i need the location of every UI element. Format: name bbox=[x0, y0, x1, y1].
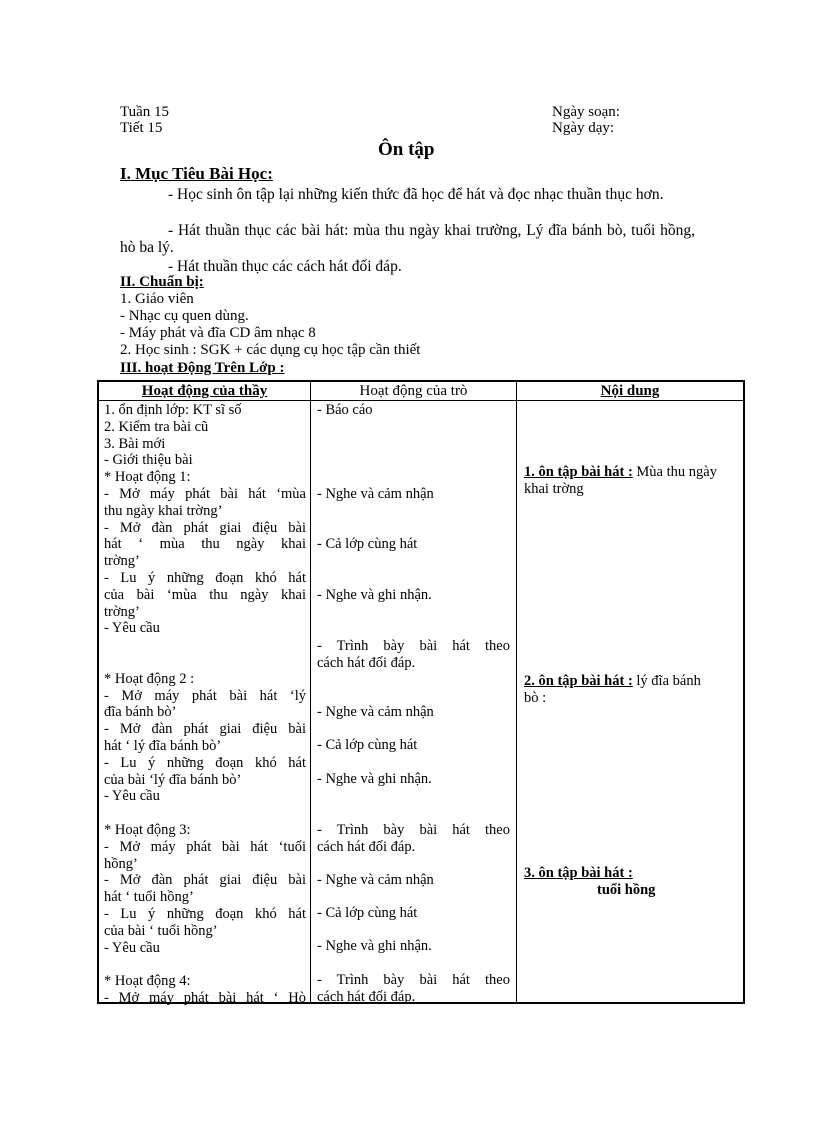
content-item-1-cont: khai trờng bbox=[524, 481, 584, 497]
teacher-activity-line: - Yêu cầu bbox=[104, 939, 160, 956]
teacher-activity-line: hồng’ bbox=[104, 855, 138, 872]
teacher-activity-line: đĩa bánh bò’ bbox=[104, 704, 177, 721]
student-activity: - Báo cáo bbox=[317, 402, 373, 418]
content-item-label: 1. ôn tập bài hát : bbox=[524, 464, 633, 480]
teacher-activity-line: - Lu ý những đoạn khó hát bbox=[104, 754, 306, 771]
student-activity: - Cả lớp cùng hát bbox=[317, 737, 418, 753]
teacher-activity-line: hát ‘ lý đĩa bánh bò’ bbox=[104, 737, 222, 754]
teacher-activity-line: - Mở máy phát bài hát ‘tuổi bbox=[104, 838, 306, 855]
teacher-activity-line: hát ‘ tuổi hồng’ bbox=[104, 889, 194, 906]
student-activity: - Nghe và ghi nhận. bbox=[317, 938, 432, 954]
teacher-activity-line: - Yêu cầu bbox=[104, 620, 160, 637]
header-student: Hoạt động của trò bbox=[359, 383, 468, 399]
teacher-activity-line: - Mở máy phát bài hát ‘lý bbox=[104, 687, 306, 704]
student-activity: - Cả lớp cùng hát bbox=[317, 905, 418, 921]
prep-line: 2. Học sinh : SGK + các dụng cụ học tập cần thiết bbox=[120, 342, 421, 358]
prep-line: - Nhạc cụ quen dùng. bbox=[120, 308, 249, 324]
objective-3: - Hát thuần thục các cách hát đối đáp. bbox=[168, 258, 402, 275]
student-activity: cách hát đối đáp. bbox=[317, 989, 416, 1005]
teacher-activity-line: của bài ‘mùa thu ngày khai bbox=[104, 586, 306, 603]
teacher-activity-line: của bài ‘ tuổi hồng’ bbox=[104, 922, 218, 939]
teacher-activity-line: - Mở đàn phát giai điệu bài bbox=[104, 519, 306, 536]
teacher-activity-line: - Giới thiệu bài bbox=[104, 452, 193, 469]
spacer bbox=[104, 637, 306, 654]
objective-2: - Hát thuần thục các bài hát: mùa thu ngày khai trường, Lý đĩa bánh bò, tuổi hồng, hò ba lý. bbox=[120, 222, 695, 256]
column-divider bbox=[516, 382, 517, 1002]
spacer bbox=[104, 654, 306, 671]
teach-date-label: Ngày dạy: bbox=[552, 120, 615, 136]
prep-date-label: Ngày soạn: bbox=[552, 104, 620, 120]
week-label: Tuần 15 bbox=[120, 104, 170, 120]
teacher-activity-line: - Mở máy phát bài hát ‘mùa bbox=[104, 485, 306, 502]
header-teacher: Hoạt động của thầy bbox=[141, 383, 268, 399]
teacher-activity-line: trờng’ bbox=[104, 603, 140, 620]
spacer bbox=[104, 805, 306, 822]
teacher-activity-line: - Mở máy phát bài hát ‘ Hò bbox=[104, 989, 306, 1006]
teacher-activity-line: - Mở đàn phát giai điệu bài bbox=[104, 872, 306, 889]
teacher-activity-line: 2. Kiểm tra bài cũ bbox=[104, 418, 209, 435]
student-activity: cách hát đối đáp. bbox=[317, 839, 416, 855]
student-activity: - Nghe và cảm nhận bbox=[317, 872, 434, 888]
teacher-activity-line: * Hoạt động 2 : bbox=[104, 670, 195, 687]
content-item-2 bbox=[524, 673, 739, 690]
content-item-text: lý đĩa bánh bbox=[632, 673, 701, 689]
student-activity: - Trình bày bài hát theo bbox=[317, 972, 510, 988]
teacher-activity-line: - Lu ý những đoạn khó hát bbox=[104, 905, 306, 922]
content-item-2-cont: bò : bbox=[524, 690, 547, 706]
content-item-3-cont: tuổi hồng bbox=[597, 882, 656, 898]
section1-heading: I. Mục Tiêu Bài Học: bbox=[120, 164, 273, 183]
teacher-activity-line: - Lu ý những đoạn khó hát bbox=[104, 569, 306, 586]
section2-heading: II. Chuẩn bị: bbox=[120, 274, 204, 290]
teacher-activity-line: * Hoạt động 3: bbox=[104, 821, 191, 838]
teacher-activity-line: 3. Bài mới bbox=[104, 435, 166, 452]
prep-line: - Máy phát và đĩa CD âm nhạc 8 bbox=[120, 325, 316, 341]
period-label: Tiết 15 bbox=[120, 120, 163, 136]
header-content: Nội dung bbox=[600, 383, 660, 399]
teacher-column bbox=[104, 402, 306, 1007]
teacher-activity-line: - Yêu cầu bbox=[104, 788, 160, 805]
student-activity: - Trình bày bài hát theo bbox=[317, 638, 510, 654]
content-item-label: 2. ôn tập bài hát : bbox=[524, 673, 633, 689]
teacher-activity-line: * Hoạt động 1: bbox=[104, 469, 191, 486]
student-activity: cách hát đối đáp. bbox=[317, 655, 416, 671]
teacher-activity-line: - Mở đàn phát giai điệu bài bbox=[104, 721, 306, 738]
column-divider bbox=[310, 382, 311, 1002]
teacher-activity-line: 1. ổn định lớp: KT sĩ số bbox=[104, 402, 242, 418]
objective-1: - Học sinh ôn tập lại những kiến thức đã học để hát và đọc nhạc thuần thục hơn. bbox=[168, 186, 664, 203]
teacher-activity-line: trờng’ bbox=[104, 553, 140, 570]
teacher-activity-line: * Hoạt động 4: bbox=[104, 973, 191, 990]
content-item-3: 3. ôn tập bài hát : bbox=[524, 865, 633, 881]
page-title: Ôn tập bbox=[378, 139, 435, 160]
student-activity: - Cả lớp cùng hát bbox=[317, 536, 418, 552]
student-activity: - Nghe và ghi nhận. bbox=[317, 587, 432, 603]
student-activity: - Trình bày bài hát theo bbox=[317, 822, 510, 838]
section3-heading: III. hoạt Động Trên Lớp : bbox=[120, 360, 285, 376]
content-item-text: Mùa thu ngày bbox=[632, 464, 717, 480]
student-activity: - Nghe và cảm nhận bbox=[317, 486, 434, 502]
spacer bbox=[104, 956, 306, 973]
student-activity: - Nghe và cảm nhận bbox=[317, 704, 434, 720]
teacher-activity-line: thu ngày khai trờng’ bbox=[104, 502, 223, 519]
teacher-activity-line: hát ‘ mùa thu ngày khai bbox=[104, 536, 306, 553]
content-item-1 bbox=[524, 464, 739, 481]
activity-table bbox=[97, 380, 745, 1004]
header-divider bbox=[99, 400, 743, 401]
student-activity: - Nghe và ghi nhận. bbox=[317, 771, 432, 787]
teacher-activity-line: của bài ‘lý đĩa bánh bò’ bbox=[104, 771, 242, 788]
prep-line: 1. Giáo viên bbox=[120, 291, 194, 307]
